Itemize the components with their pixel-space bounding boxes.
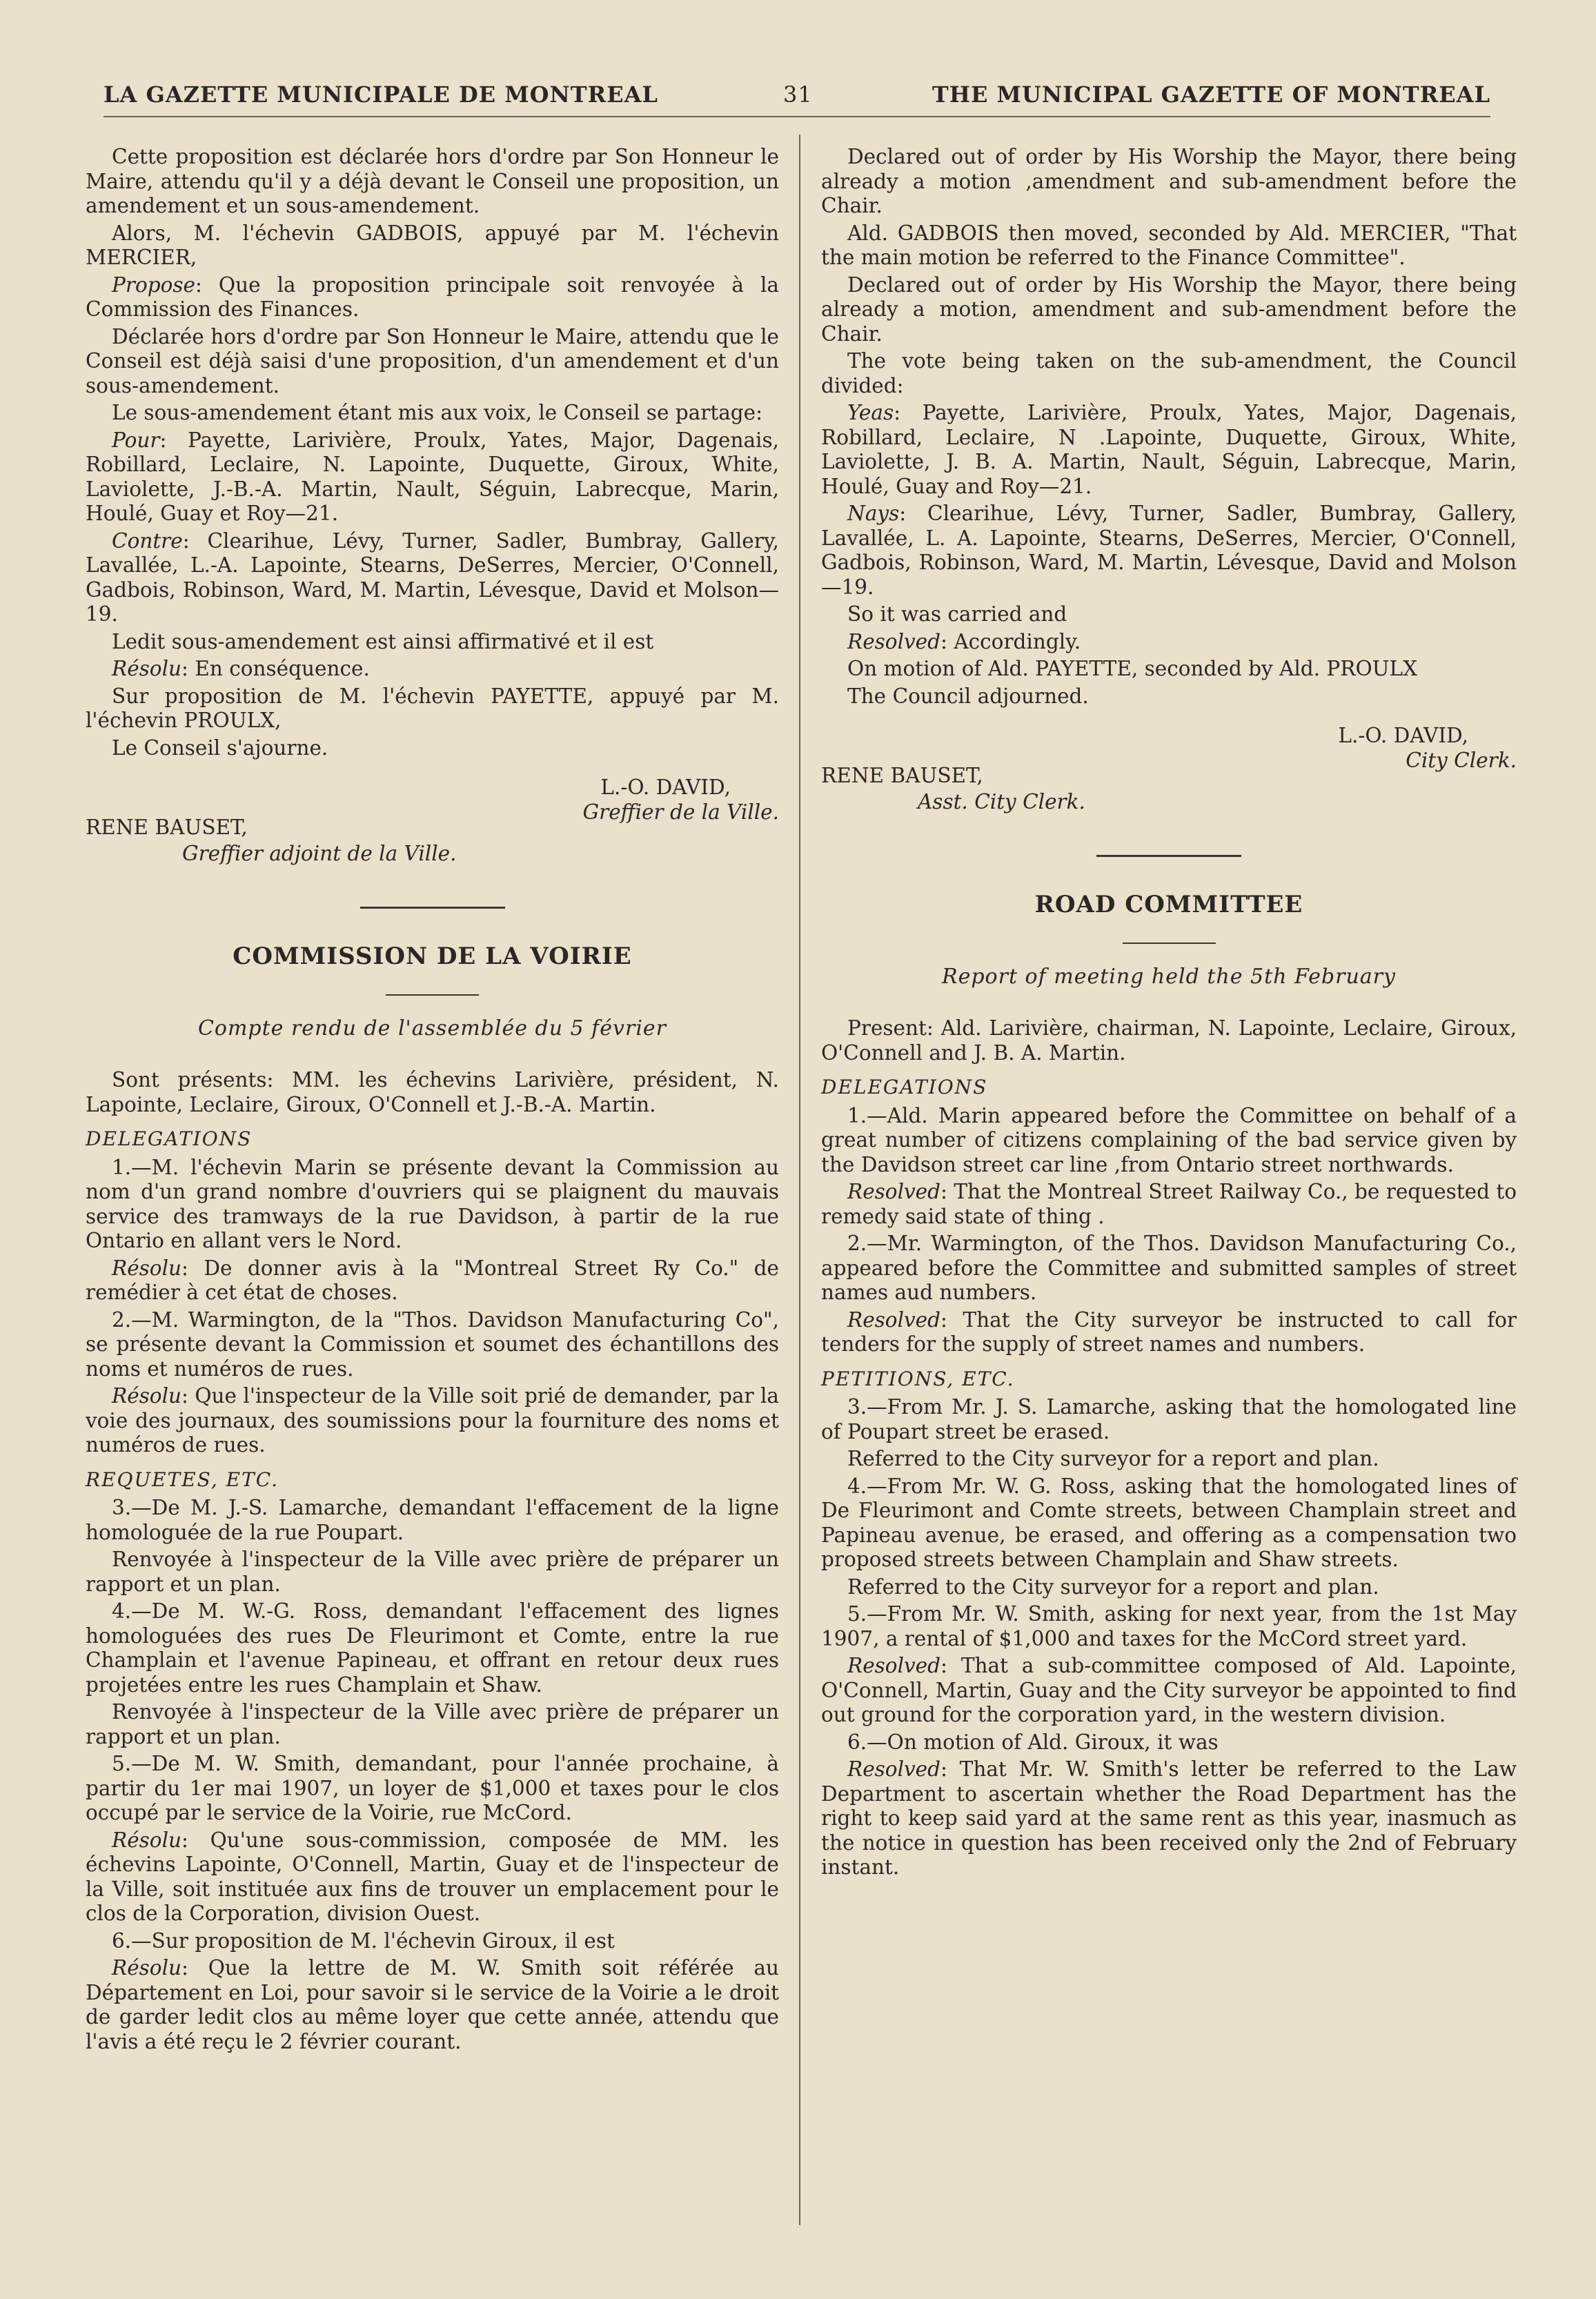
clerk-title: City Clerk. <box>1406 749 1517 772</box>
paragraph: Declared out of order by His Worship the Mayor, there being already a motion ,amendment and sub-amendment before the Chair. <box>821 145 1517 217</box>
section-title: COMMISSION DE LA VOIRIE <box>233 943 632 970</box>
paragraph: The vote being taken on the sub-amendment, the Council divided: <box>821 349 1517 397</box>
signature-block <box>821 724 1517 827</box>
list-item: 5.—From Mr. W. Smith, asking for next year, from the 1st May 1907, a rental of $1,000 and taxes for the McCord street yard. <box>821 1602 1517 1650</box>
paragraph: Alors, M. l'échevin GADBOIS, appuyé par M. l'échevin MERCIER, <box>86 221 779 269</box>
section-subtitle: Compte rendu de l'assemblée du 5 février <box>197 1016 667 1040</box>
column-divider <box>799 135 800 2225</box>
resolution: Resolved: That Mr. W. Smith's letter be referred to the Law Department to ascertain whether the Road Department has the right to keep said yard at the same rent as this year, inasmuch as the notice in question has been received only the 2nd of February instant. <box>821 1757 1517 1879</box>
paragraph: Renvoyée à l'inspecteur de la Ville avec prière de préparer un rapport et un plan. <box>86 1700 779 1748</box>
list-item: 6.—Sur proposition de M. l'échevin Giroux, il est <box>112 1928 615 1953</box>
vote-yeas: Yeas: Payette, Larivière, Proulx, Yates, Major, Dagenais, Robillard, Leclaire, N .Lapointe, Duquette, Giroux, White, Laviolette, J. B. A. Martin, Nault, Séguin, Labrecque, Marin, Houlé, Guay and Roy—21. <box>821 401 1517 498</box>
clerk-name: L.-O. DAVID, <box>600 776 731 799</box>
paragraph: Ledit sous-amendement est ainsi affirmativé et il est <box>112 629 654 653</box>
assistant-clerk-title: Greffier adjoint de la Ville. <box>182 842 457 865</box>
list-item: 5.—De M. W. Smith, demandant, pour l'année prochaine, à partir du 1er mai 1907, un loyer de $1,000 et taxes pour le clos occupé par le service de la Voirie, rue McCord. <box>86 1752 779 1824</box>
paragraph: Cette proposition est déclarée hors d'ordre par Son Honneur le Maire, attendu qu'il y a déjà devant le Conseil une proposition, un amendement et un sous-amendement. <box>86 145 779 217</box>
section-title: ROAD COMMITTEE <box>1034 891 1303 918</box>
paragraph: Declared out of order by His Worship the Mayor, there being already a motion, amendment and sub-amendment before the Chair. <box>821 273 1517 346</box>
list-item: 3.—From Mr. J. S. Lamarche, asking that the homologated line of Poupart street be erased. <box>821 1395 1517 1443</box>
attendance: Sont présents: MM. les échevins Larivière, président, N. Lapointe, Leclaire, Giroux, O'Connell et J.-B.-A. Martin. <box>86 1068 779 1116</box>
paragraph: Le sous-amendement étant mis aux voix, le Conseil se partage: <box>112 401 763 424</box>
section-separator <box>360 907 505 909</box>
resolution: Resolved: That the City surveyor be instructed to call for tenders for the supply of street names and numbers. <box>821 1308 1517 1356</box>
assistant-clerk-name: RENE BAUSET, <box>821 764 983 787</box>
resolution: Résolu: Que la lettre de M. W. Smith soit référée au Département en Loi, pour savoir si le service de la Voirie a le droit de garder ledit clos au même loyer que cette année, attendu que l'avis a été reçu le 2 février courant. <box>86 1956 779 2053</box>
paragraph: Déclarée hors d'ordre par Son Honneur le Maire, attendu que le Conseil est déjà saisi d'une proposition, d'un amendement et d'un sous-amendement. <box>86 324 779 397</box>
page-number: 31 <box>783 81 813 108</box>
list-item: 2.—Mr. Warmington, of the Thos. Davidson Manufacturing Co., appeared before the Committee and submitted samples of street names aud numbers. <box>821 1232 1517 1304</box>
paragraph: Le Conseil s'ajourne. <box>112 736 328 760</box>
resolution: Résolu: Qu'une sous-commission, composée de MM. les échevins Lapointe, O'Connell, Martin, Guay et de l'inspecteur de la Ville, soit instituée aux fins de trouver un emplacement pour le clos de la Corporation, division Ouest. <box>86 1828 779 1925</box>
list-item: 1.—Ald. Marin appeared before the Committee on behalf of a great number of citizens complaining of the bad service given by the Davidson street car line ,from Ontario street northwards. <box>821 1103 1517 1176</box>
header-french-title: LA GAZETTE MUNICIPALE DE MONTREAL <box>104 81 658 108</box>
list-item: 1.—M. l'échevin Marin se présente devant la Commission au nom d'un grand nombre d'ouvriers qui se plaignent du mauvais service des tramways de la rue Davidson, à partir de la rue Ontario en allant vers le Nord. <box>86 1155 779 1252</box>
paragraph: Referred to the City surveyor for a report and plan. <box>847 1575 1379 1599</box>
section-separator <box>1096 855 1241 857</box>
resolution: Resolved: That the Montreal Street Railway Co., be requested to remedy said state of thing . <box>821 1180 1517 1228</box>
vote-for: Pour: Payette, Larivière, Proulx, Yates, Major, Dagenais, Robillard, Leclaire, N. Lapointe, Duquette, Giroux, White, Laviolette, J.-B.-A. Martin, Nault, Séguin, Labrecque, Marin, Houlé, Guay et Roy—21. <box>86 428 779 525</box>
resolution: Résolu: Que l'inspecteur de la Ville soit prié de demander, par la voie des journaux, des soumissions pour la fourniture des noms et numéros de rues. <box>86 1384 779 1457</box>
paragraph: The Council adjourned. <box>847 684 1089 708</box>
assistant-clerk-name: RENE BAUSET, <box>86 816 248 839</box>
clerk-name: L.-O. DAVID, <box>1338 724 1468 747</box>
paragraph: Renvoyée à l'inspecteur de la Ville avec prière de préparer un rapport et un plan. <box>86 1548 779 1596</box>
section-subtitle: Report of meeting held the 5th February <box>942 964 1396 989</box>
list-item: 6.—On motion of Ald. Giroux, it was <box>847 1730 1219 1754</box>
title-rule <box>386 994 479 996</box>
attendance: Present: Ald. Larivière, chairman, N. Lapointe, Leclaire, Giroux, O'Connell and J. B. A. Martin. <box>821 1016 1517 1065</box>
english-column <box>821 145 1517 1883</box>
petitions-heading: PETITIONS, ETC. <box>821 1367 1015 1390</box>
paragraph: Ald. GADBOIS then moved, seconded by Ald. MERCIER, "That the main motion be referred to the Finance Committee". <box>821 221 1517 269</box>
vote-against: Contre: Clearihue, Lévy, Turner, Sadler, Bumbray, Gallery, Lavallée, L.-A. Lapointe, Stearns, DeSerres, Mercier, O'Connell, Gadbois, Robinson, Ward, M. Martin, Lévesque, David et Molson—19. <box>86 529 779 626</box>
paragraph: Sur proposition de M. l'échevin PAYETTE, appuyé par M. l'échevin PROULX, <box>86 684 779 732</box>
delegations-heading: DELEGATIONS <box>86 1127 253 1150</box>
resolution: Résolu: De donner avis à la "Montreal Street Ry Co." de remédier à cet état de choses. <box>86 1256 779 1304</box>
signature-block <box>86 776 779 879</box>
resolution: Resolved: Accordingly. <box>847 629 1081 653</box>
requests-heading: REQUETES, ETC. <box>86 1468 279 1491</box>
french-column <box>86 145 779 2057</box>
title-rule <box>1123 943 1216 944</box>
header-rule <box>104 116 1490 117</box>
list-item: 4.—From Mr. W. G. Ross, asking that the homologated lines of De Fleurimont and Comte streets, between Champlain street and Papineau avenue, be erased, and offering as a compensation two proposed streets between Champlain and Shaw streets. <box>821 1474 1517 1571</box>
paragraph: On motion of Ald. PAYETTE, seconded by Ald. PROULX <box>847 657 1418 680</box>
paragraph: Propose: Que la proposition principale soit renvoyée à la Commission des Finances. <box>86 273 779 321</box>
assistant-clerk-title: Asst. City Clerk. <box>918 790 1085 813</box>
header-english-title: THE MUNICIPAL GAZETTE OF MONTREAL <box>932 81 1490 108</box>
list-item: 3.—De M. J.-S. Lamarche, demandant l'effacement de la ligne homologuée de la rue Poupart. <box>86 1496 779 1544</box>
list-item: 4.—De M. W.-G. Ross, demandant l'effacement des lignes homologuées des rues De Fleurimont et Comte, entre la rue Champlain et l'avenue Papineau, et offrant en retour deux rues projetées entre les rues Champlain et Shaw. <box>86 1599 779 1697</box>
delegations-heading: DELEGATIONS <box>821 1076 988 1098</box>
resolution: Resolved: That a sub-committee composed of Ald. Lapointe, O'Connell, Martin, Guay and the City surveyor be appointed to find out ground for the corporation yard, in the western division. <box>821 1654 1517 1726</box>
paragraph: Referred to the City surveyor for a report and plan. <box>847 1447 1379 1470</box>
paragraph: So it was carried and <box>847 602 1067 626</box>
vote-nays: Nays: Clearihue, Lévy, Turner, Sadler, Bumbray, Gallery, Lavallée, L. A. Lapointe, Stearns, DeSerres, Mercier, O'Connell, Gadbois, Robinson, Ward, M. Martin, Lévesque, David and Molson—19. <box>821 502 1517 599</box>
resolution: Résolu: En conséquence. <box>112 657 370 680</box>
list-item: 2.—M. Warmington, de la "Thos. Davidson Manufacturing Co", se présente devant la Commission et soumet des échantillons des noms et numéros de rues. <box>86 1308 779 1381</box>
clerk-title: Greffier de la Ville. <box>582 800 779 824</box>
page-header <box>104 81 1490 116</box>
